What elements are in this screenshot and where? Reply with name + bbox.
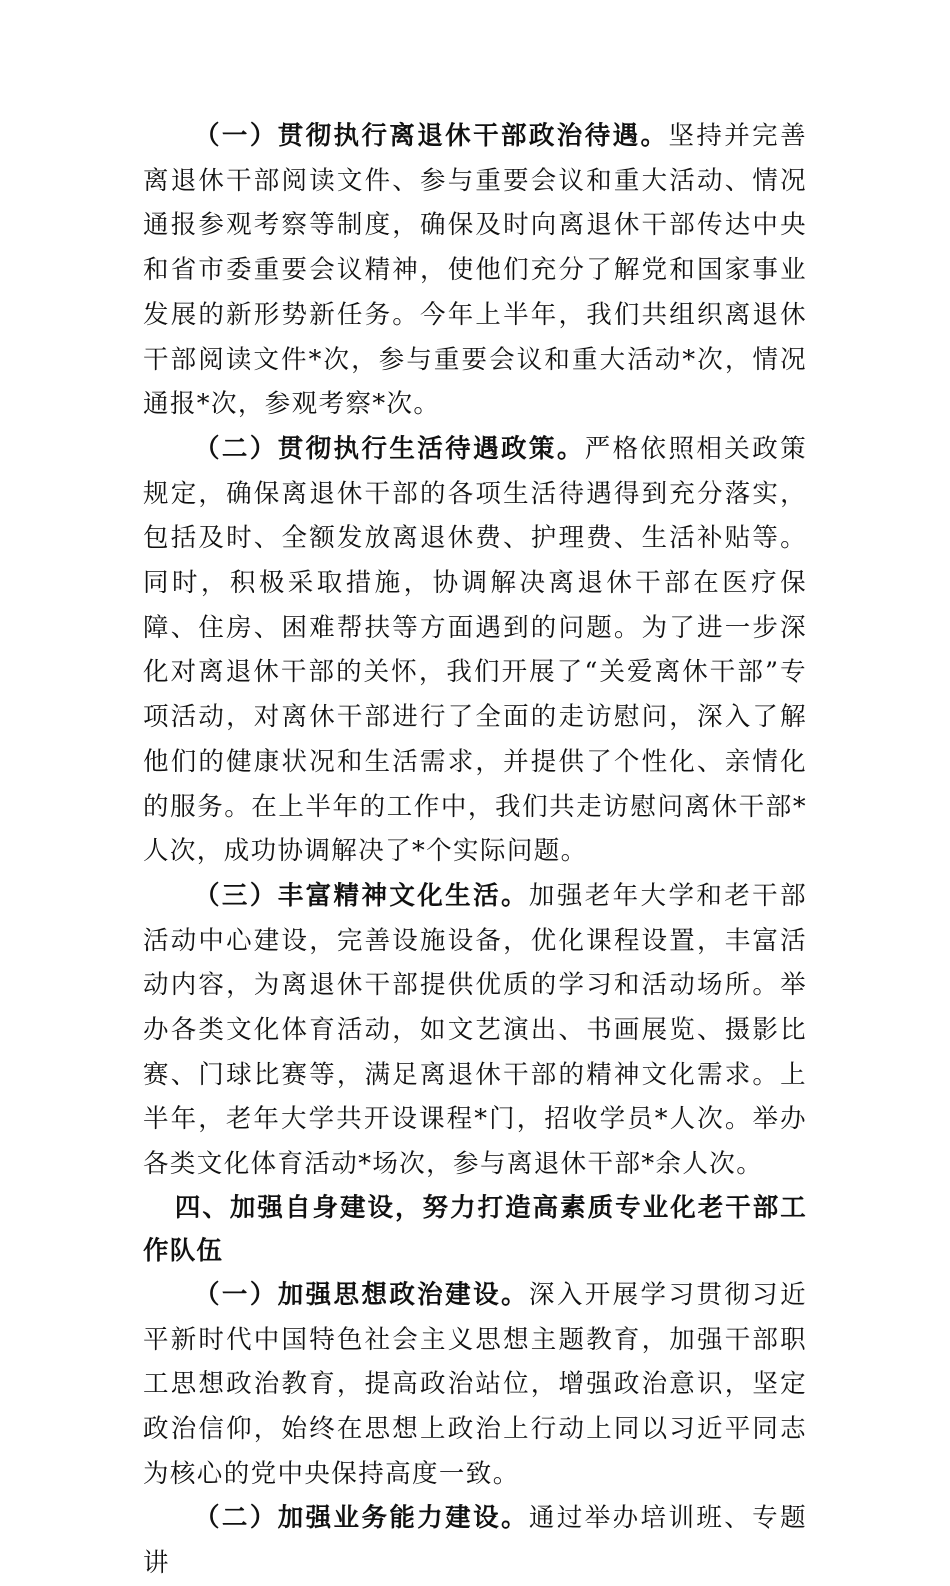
paragraph-lead: （一）贯彻执行离退休干部政治待遇。 — [194, 121, 669, 151]
section-heading: 四、加强自身建设，努力打造高素质专业化老干部工作队伍 — [143, 1192, 807, 1266]
paragraph-body: 严格依照相关政策规定，确保离退休干部的各项生活待遇得到充分落实，包括及时、全额发放离退休费、护理费、生活补贴等。同时，积极采取措施，协调解决离退休干部在医疗保障、住房、困难帮扶等方面遇到的问题。为了进一步深化对离退休干部的关怀，我们开展了“关爱离休干部”专项活动，对离休干部进行了全面的走访慰问，深入了解他们的健康状况和生活需求，并提供了个性化、亲情化的服务。在上半年的工作中，我们共走访慰问离休干部*人次，成功协调解决了*个实际问题。 — [143, 433, 807, 867]
paragraph-lead: （二）贯彻执行生活待遇政策。 — [194, 433, 585, 464]
paragraph-lead: （二）加强业务能力建设。 — [194, 1503, 529, 1534]
paragraph-political-treatment — [143, 114, 807, 427]
paragraph-lead: （一）加强思想政治建设。 — [194, 1279, 529, 1310]
paragraph-ideological-building — [143, 1273, 807, 1497]
document-page — [143, 114, 807, 1586]
paragraph-cultural-life — [143, 874, 807, 1187]
paragraph-lead: （三）丰富精神文化生活。 — [194, 880, 529, 911]
paragraph-body: 加强老年大学和老干部活动中心建设，完善设施设备，优化课程设置，丰富活动内容，为离退休干部提供优质的学习和活动场所。举办各类文化体育活动，如文艺演出、书画展览、摄影比赛、门球比赛等，满足离退休干部的精神文化需求。上半年，老年大学共开设课程*门，招收学员*人次。举办各类文化体育活动*场次，参与离退休干部*余人次。 — [143, 880, 807, 1180]
paragraph-living-treatment — [143, 427, 807, 874]
paragraph-body: 通过举办培训班、专题讲 — [143, 1503, 807, 1579]
paragraph-body: 深入开展学习贯彻习近平新时代中国特色社会主义思想主题教育，加强干部职工思想政治教育，提高政治站位，增强政治意识，坚定政治信仰，始终在思想上政治上行动上同以习近平同志为核心的党中央保持高度一致。 — [143, 1279, 807, 1489]
paragraph-business-capacity — [143, 1496, 807, 1585]
paragraph-body: 坚持并完善离退休干部阅读文件、参与重要会议和重大活动、情况通报参观考察等制度，确保及时向离退休干部传达中央和省市委重要会议精神，使他们充分了解党和国家事业发展的新形势新任务。今年上半年，我们共组织离退休干部阅读文件*次，参与重要会议和重大活动*次，情况通报*次，参观考察*次。 — [143, 121, 807, 420]
